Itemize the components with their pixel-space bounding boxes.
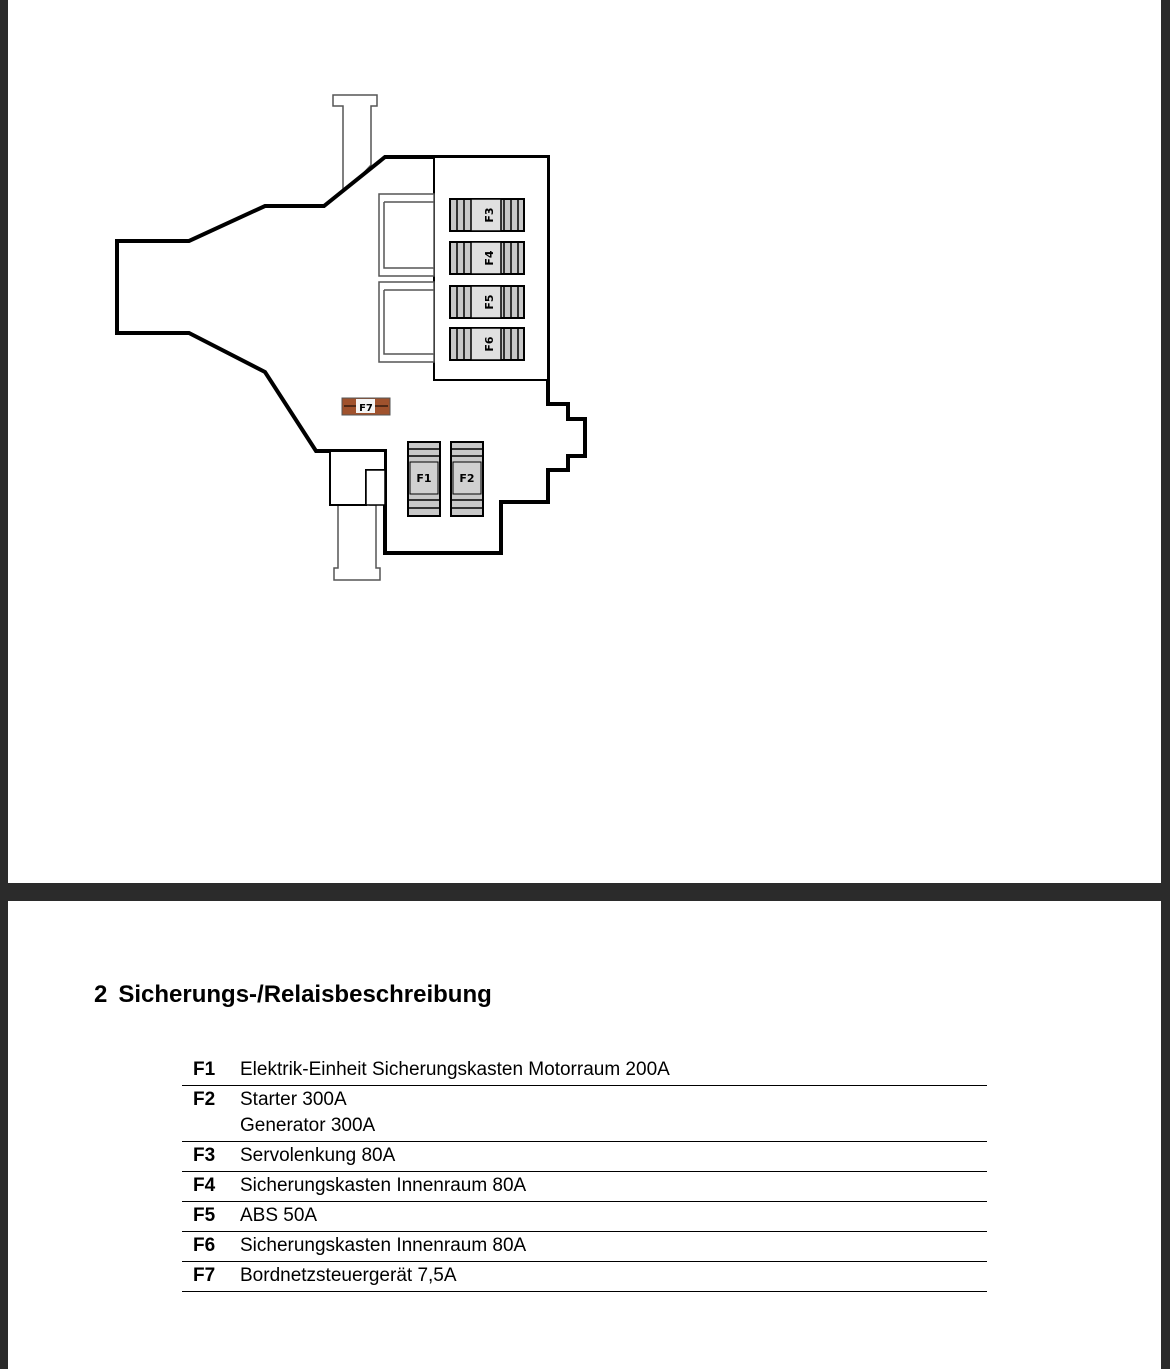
fuse-description-line: Starter 300A [240,1089,347,1110]
fuse-description-line: Elektrik-Einheit Sicherungskasten Motorraum 200A [240,1059,670,1080]
fuse-description-table [182,1056,987,1292]
fuse-id: F1 [193,1059,216,1080]
fuse-id: F7 [193,1265,216,1286]
fuse-description [240,1233,987,1259]
fuse-id: F2 [193,1089,216,1110]
fuse-description-line: Bordnetzsteuergerät 7,5A [240,1265,457,1286]
fuse-description-line: Generator 300A [240,1115,376,1136]
fuse-label: F1 [416,472,432,485]
fuse-f6 [450,328,524,360]
fuse-id: F5 [193,1205,216,1226]
section-number: 2 [94,981,108,1008]
fuse-description-line: ABS 50A [240,1205,318,1226]
fuse-row-f4 [182,1172,987,1202]
fuse-description [240,1057,987,1083]
section-heading [94,981,492,1009]
fuse-description [240,1173,987,1199]
fuse-description [240,1263,987,1289]
fuse-id: F4 [193,1175,216,1196]
fuse-label: F3 [483,207,496,223]
fuse-f4 [450,242,524,274]
fuse-row-f1 [182,1056,987,1086]
fuse-box-diagram [8,0,1161,883]
fuse-label: F7 [359,403,373,414]
fuse-label: F6 [483,336,496,352]
fuse-row-f7 [182,1262,987,1292]
section-title: Sicherungs-/Relaisbeschreibung [118,981,492,1008]
relay-1 [379,194,434,276]
fuse-row-f6 [182,1232,987,1262]
fuse-description-line: Sicherungskasten Innenraum 80A [240,1235,527,1256]
fuse-label: F2 [459,472,475,485]
fuse-description [240,1203,987,1229]
fuse-f2 [451,442,483,516]
fuse-description-line: Servolenkung 80A [240,1145,396,1166]
fuse-id: F3 [193,1145,216,1166]
fuse-f1 [408,442,440,516]
fuse-description [240,1143,987,1169]
fuse-description [240,1087,987,1139]
fuse-row-f3 [182,1142,987,1172]
relay-2 [379,282,434,362]
fuse-description-line: Sicherungskasten Innenraum 80A [240,1175,527,1196]
fuse-f7 [342,398,390,415]
fuse-f3 [450,199,524,231]
fuse-row-f2 [182,1086,987,1142]
fuse-label: F4 [483,250,496,266]
fuse-label: F5 [483,294,496,310]
fuse-row-f5 [182,1202,987,1232]
fuse-id: F6 [193,1235,216,1256]
document-page-2 [8,901,1161,1369]
fuse-f5 [450,286,524,318]
document-page-1 [8,0,1161,883]
